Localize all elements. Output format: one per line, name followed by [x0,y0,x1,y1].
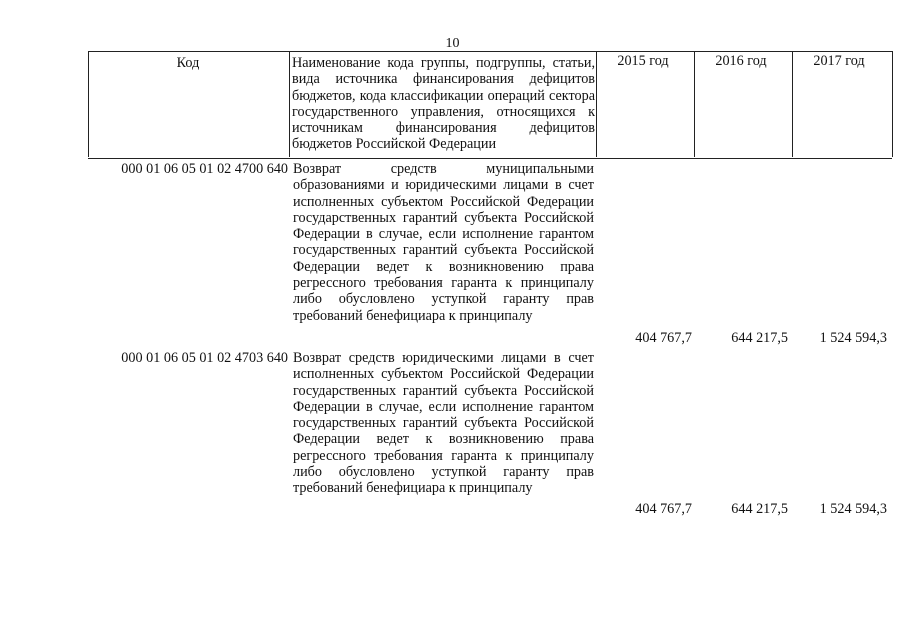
header-year-2017: 2017 год [813,53,865,69]
row-value-2016: 644 217,5 [731,501,788,517]
row-value-2017: 1 524 594,3 [819,330,887,346]
row-code: 000 01 06 05 01 02 4703 640 [121,350,288,366]
column-divider [289,51,290,157]
page-number: 10 [445,36,460,51]
row-name: Возврат средств юридическими лицами в счет исполненных субъектом Российской Федерации государственных гарантий субъекта Российской Федерации в случае, если исполнение гарантом государственных гарантий субъекта Российской Федерации ведет к возникновению права регрессного требования гаранта к принципалу либо обусловлено уступкой гаранту прав требований бенефициара к принципалу [293,350,594,497]
row-value-2015: 404 767,7 [635,330,692,346]
row-code: 000 01 06 05 01 02 4700 640 [121,161,288,177]
header-code: Код [176,55,200,71]
row-value-2015: 404 767,7 [635,501,692,517]
header-year-2016: 2016 год [715,53,767,69]
row-value-2017: 1 524 594,3 [819,501,887,517]
header-name: Наименование кода группы, подгруппы, статьи, вида источника финансирования дефицитов бюджетов, кода классификации операций сектора государственного управления, относящихся к источникам финансирования дефицитов бюджетов Российской Федерации [292,55,595,153]
column-divider [892,51,893,157]
row-value-2016: 644 217,5 [731,330,788,346]
header-year-2015: 2015 год [617,53,669,69]
row-name: Возврат средств муниципальными образованиями и юридическими лицами в счет исполненных субъектом Российской Федерации государственных гарантий субъекта Российской Федерации в случае, если исполнение гарантом государственных гарантий субъекта Российской Федерации ведет к возникновению права регрессного требования гаранта к принципалу либо обусловлено уступкой гаранту прав требований бенефициара к принципалу [293,161,594,324]
